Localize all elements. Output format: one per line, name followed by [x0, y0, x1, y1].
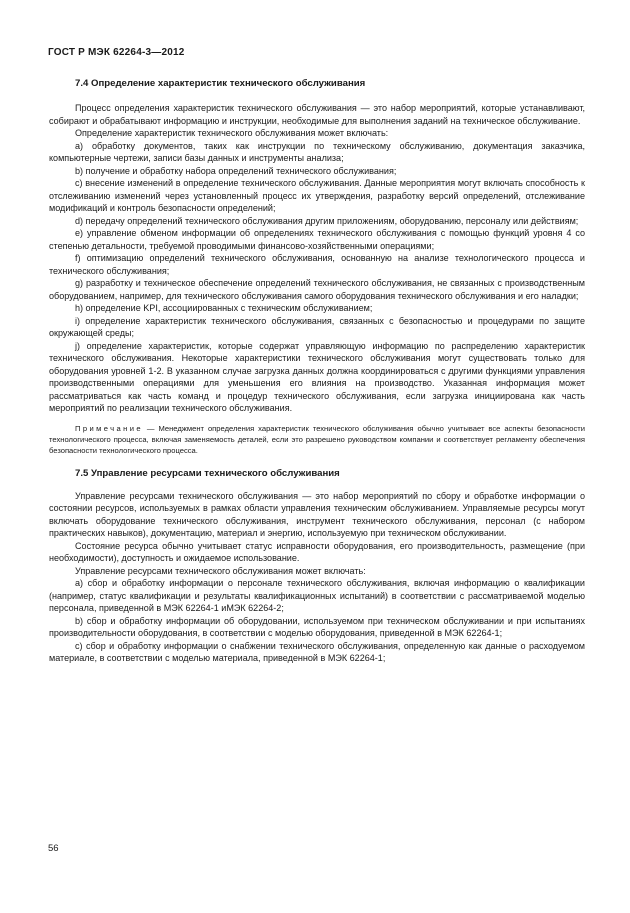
page-content: [49, 77, 585, 665]
list-item: d) передачу определений технического обслуживания другим приложениям, оборудованию, персоналу или действиям;: [75, 215, 579, 226]
list-item: b) сбор и обработку информации об оборудовании, используемом при техническом обслуживании и при испытаниях производительности оборудования, в соответствии с моделью оборудования, приведенной в МЭК 62264-1;: [49, 615, 585, 638]
section-heading-7-5: 7.5 Управление ресурсами технического обслуживания: [75, 467, 340, 479]
paragraph: Состояние ресурса обычно учитывает статус исправности оборудования, его производительность, размещение (при необходимости), доступность и ожидаемое использование.: [49, 540, 585, 563]
list-item: f) оптимизацию определений технического обслуживания, основанную на анализе технологического процесса и технического обслуживания;: [49, 253, 585, 276]
list-item: g) разработку и техническое обеспечение определений технического обслуживания, не связанных с производственным оборудованием, например, для технического обслуживания самого оборудования технического обслуживания и его наладки;: [49, 278, 585, 301]
paragraph: Управление ресурсами технического обслуживания может включать:: [75, 565, 366, 576]
note-text: — Менеджмент определения характеристик технического обслуживания обычно учитывает все аспекты безопасности технологического процесса, включая заменяемость деталей, если это разрешено руководством компании и соответствует регламенту обеспечения безопасности технологического процесса.: [49, 423, 585, 455]
paragraph: Управление ресурсами технического обслуживания — это набор мероприятий по сбору и обработке информации о состоянии ресурсов, используемых в рамках области управления техническим обслуживанием. Управляемые ресурсы могут включать оборудование технического обслуживания, инструмент технического обслуживания, персонал (с набором практических навыков), документацию, материал и энергию, используемую при техническом обслуживании.: [49, 490, 585, 538]
list-item: h) определение KPI, ассоциированных с техническим обслуживанием;: [75, 303, 373, 313]
paragraph: Определение характеристик технического обслуживания может включать:: [75, 128, 389, 138]
list-item: a) сбор и обработку информации о персонале технического обслуживания, включая информацию о квалификации (например, статус квалификации и результаты квалификационных испытаний) в соответствии с рассматриваемой моделью персонала, приведенной в МЭК 62264-1 иМЭК 62264-2;: [49, 578, 585, 613]
page-number: 56: [48, 843, 59, 854]
note-label: Примечание: [75, 423, 143, 433]
paragraph: Процесс определения характеристик технического обслуживания — это набор мероприятий, которые устанавливают, собирают и обрабатывают информацию и инструкции, необходимые для выполнения заданий на техническое обслуживание.: [49, 103, 585, 126]
list-item: a) обработку документов, таких как инструкции по техническому обслуживанию, документация заказчика, компьютерные чертежи, записи базы данных и инструменты анализа;: [49, 140, 585, 163]
note: [49, 423, 585, 456]
document-header: ГОСТ Р МЭК 62264-3—2012: [48, 47, 185, 58]
list-item: j) определение характеристик, которые содержат управляющую информацию по распределению характеристик технического обслуживания. Некоторые характеристики технического обслуживания могут существовать только для оборудования уровней 1-2. В указанном случае загрузка данных должна координироваться с другими функциями управления производственными операциями для уменьшения его влияния на производство. Указанная информация может рассматриваться как часть команд и процедур технического обслуживания, если загрузка инициирована как часть мероприятий по реализации технического обслуживания.: [49, 340, 585, 413]
list-item: e) управление обменом информации об определениях технического обслуживания с помощью функций уровня 4 со степенью детальности, требуемой проводимыми финансово-хозяйственными операциями;: [49, 228, 585, 251]
list-item: c) внесение изменений в определение технического обслуживания. Данные мероприятия могут включать способность к отслеживанию изменений через установленный процесс их утверждения, разработку версий определений, отслеживание модификаций и контроль безопасности определений;: [49, 178, 585, 213]
list-item: b) получение и обработку набора определений технического обслуживания;: [75, 165, 397, 176]
list-item: c) сбор и обработку информации о снабжении технического обслуживания, определенную как данные о расходуемом материале, в соответствии с моделью материала, приведенной в МЭК 62264-1;: [49, 640, 585, 663]
section-heading-7-4: 7.4 Определение характеристик технического обслуживания: [75, 78, 366, 89]
list-item: i) определение характеристик технического обслуживания, связанных с безопасностью и процедурами по защите окружающей среды;: [49, 315, 585, 338]
